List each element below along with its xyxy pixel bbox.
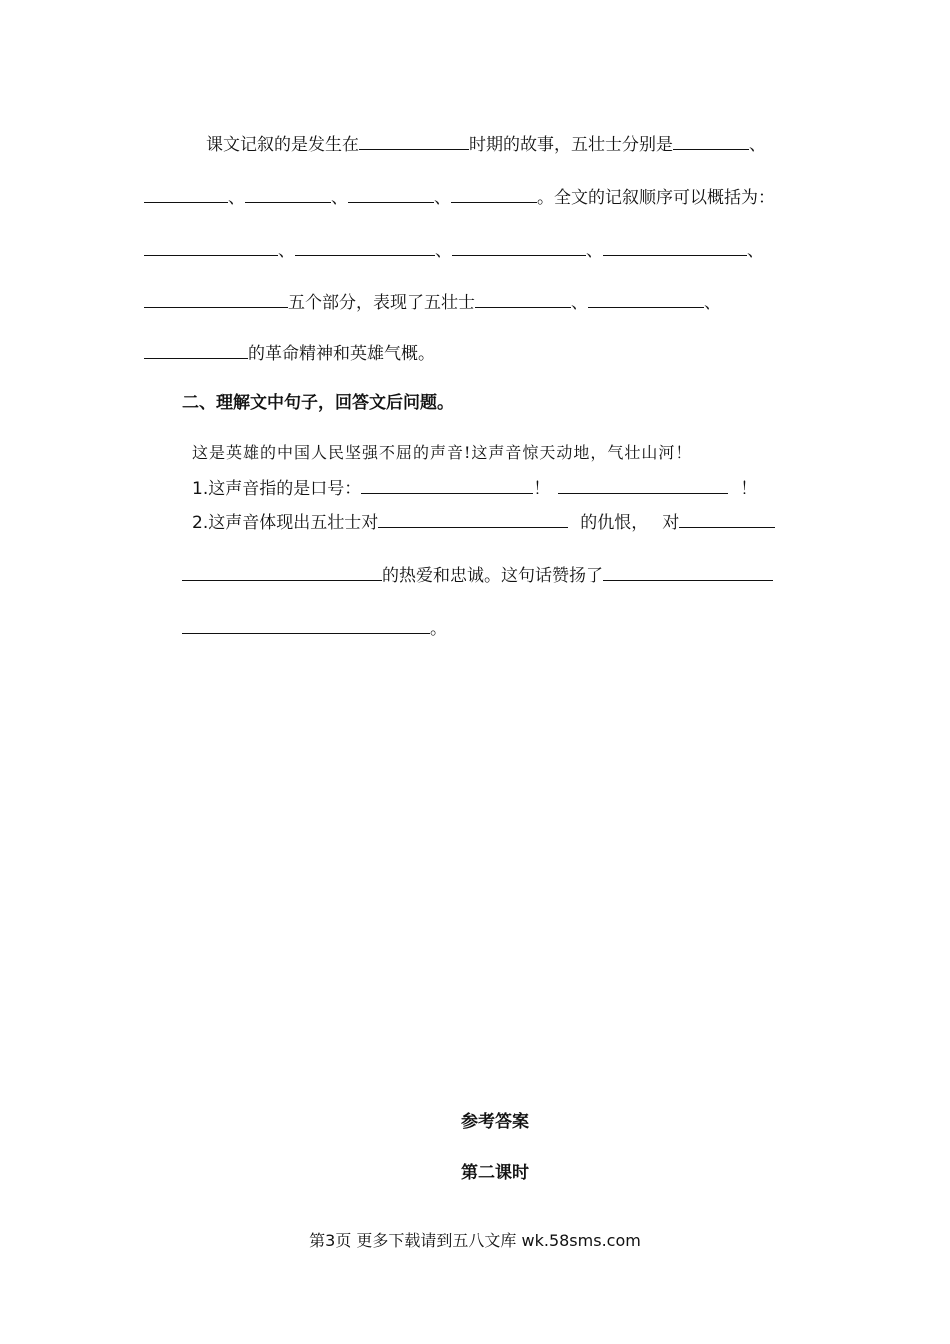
text-segment: ！ <box>533 479 551 499</box>
text-segment: 、 <box>586 241 603 261</box>
blank-slogan-2[interactable] <box>558 476 728 494</box>
blank-part-2[interactable] <box>295 238 435 256</box>
blank-part-5[interactable] <box>144 290 288 308</box>
question-text: 2.这声音体现出五壮士对 <box>192 513 379 533</box>
blank-hero-3[interactable] <box>245 185 331 203</box>
question-2-end <box>182 616 447 641</box>
blank-hero-2[interactable] <box>144 185 228 203</box>
blank-hero-4[interactable] <box>348 185 434 203</box>
blank-part-4[interactable] <box>603 238 747 256</box>
fill-line-4 <box>144 290 721 315</box>
text-segment: 、 <box>331 188 348 208</box>
question-text: 1.这声音指的是口号： <box>192 479 362 499</box>
blank-part-1[interactable] <box>144 238 278 256</box>
question-1 <box>192 476 757 501</box>
blank-part-3[interactable] <box>452 238 586 256</box>
text-segment: 、 <box>228 188 245 208</box>
text-segment: 。 <box>430 619 447 639</box>
question-2 <box>192 510 775 535</box>
blank-spirit-2[interactable] <box>588 290 704 308</box>
text-segment: 时期的故事，五壮士分别是 <box>469 135 673 155</box>
text-segment: 五个部分，表现了五壮士 <box>288 293 475 313</box>
text-segment: ！ <box>740 479 758 499</box>
blank-praise-1[interactable] <box>603 563 773 581</box>
blank-praise-2[interactable] <box>182 616 430 634</box>
blank-hero-5[interactable] <box>451 185 537 203</box>
blank-period[interactable] <box>359 132 469 150</box>
blank-spirit-1[interactable] <box>475 290 571 308</box>
text-segment: 、 <box>435 241 452 261</box>
blank-love-1[interactable] <box>679 510 775 528</box>
text-segment: 对 <box>662 513 680 533</box>
text-segment: 、 <box>749 135 766 155</box>
blank-love-2[interactable] <box>182 563 382 581</box>
section-heading: 二、理解文中句子，回答文后问题。 <box>182 393 454 413</box>
text-segment: 。全文的记叙顺序可以概括为： <box>537 188 775 208</box>
text-segment: 、 <box>434 188 451 208</box>
text-segment: 、 <box>571 293 588 313</box>
text-segment: 课文记叙的是发生在 <box>206 135 359 155</box>
question-2-cont <box>182 563 773 588</box>
fill-line-2 <box>144 185 775 210</box>
blank-spirit-3[interactable] <box>144 341 248 359</box>
blank-slogan-1[interactable] <box>361 476 533 494</box>
text-segment: 、 <box>747 241 764 261</box>
fill-line-5 <box>144 341 435 366</box>
text-segment: 、 <box>704 293 721 313</box>
answers-subtitle: 第二课时 <box>461 1163 529 1183</box>
text-segment: 的热爱和忠诚。这句话赞扬了 <box>382 566 603 586</box>
blank-hero-1[interactable] <box>673 132 749 150</box>
blank-enemy[interactable] <box>378 510 568 528</box>
answers-title: 参考答案 <box>461 1112 529 1132</box>
page-footer: 第3页 更多下载请到五八文库 wk.58sms.com <box>309 1231 641 1250</box>
text-segment: 的革命精神和英雄气概。 <box>248 344 435 364</box>
text-segment: 的仇恨， <box>580 513 649 533</box>
fill-line-3 <box>144 238 764 263</box>
fill-line-1 <box>206 132 766 157</box>
text-segment: 、 <box>278 241 295 261</box>
quote-sentence: 这是英雄的中国人民坚强不屈的声音!这声音惊天动地，气壮山河！ <box>192 443 693 462</box>
